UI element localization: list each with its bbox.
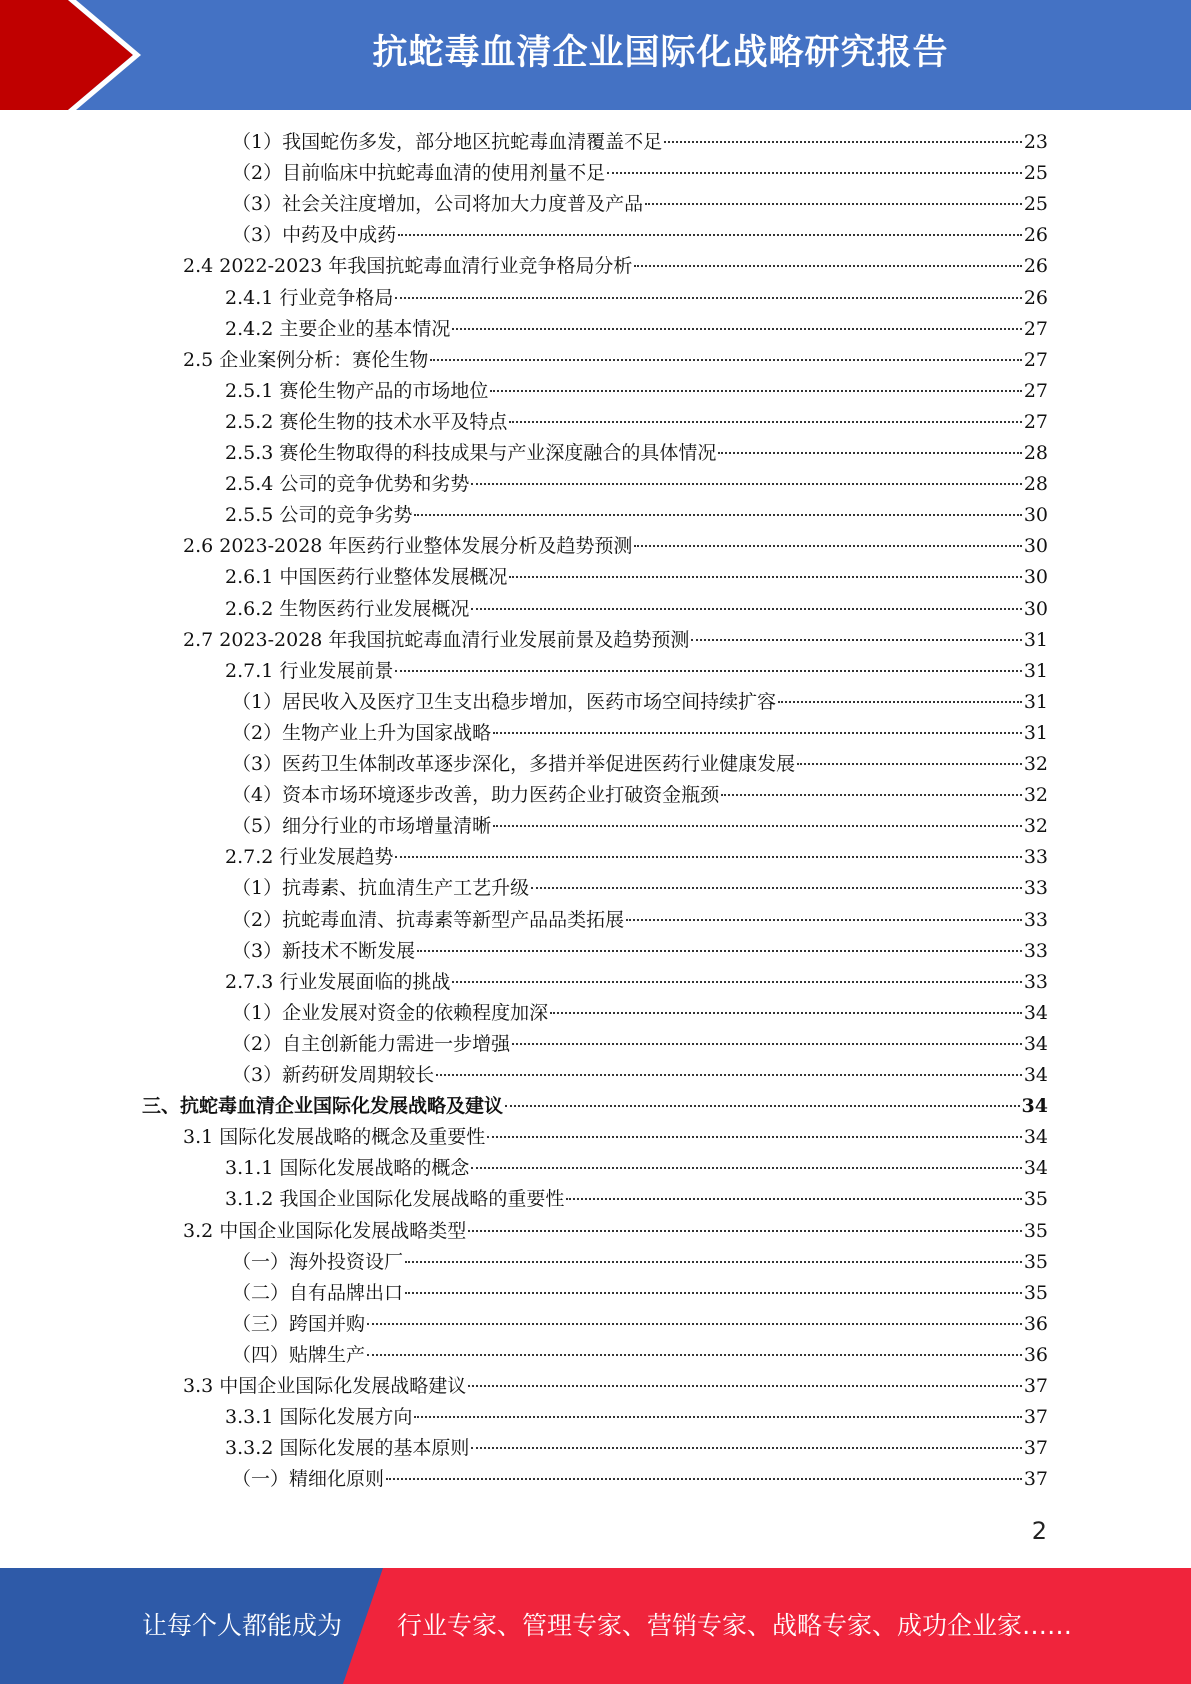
toc-leader-dots <box>471 483 1021 485</box>
toc-leader-dots <box>417 950 1022 952</box>
toc-leader-dots <box>430 359 1022 361</box>
toc-entry-label: （1）居民收入及医疗卫生支出稳步增加，医药市场空间持续扩容 <box>232 691 777 713</box>
toc-entry[interactable] <box>232 1247 1048 1278</box>
toc-leader-dots <box>509 421 1021 423</box>
toc-entry-label: （三）跨国并购 <box>232 1313 366 1335</box>
toc-entry-page: 26 <box>1023 287 1048 309</box>
toc-entry-label: 3.3 中国企业国际化发展战略建议 <box>183 1375 467 1397</box>
toc-entry-page: 33 <box>1023 940 1048 962</box>
toc-entry[interactable] <box>225 469 1048 500</box>
toc-entry-page: 36 <box>1023 1344 1048 1366</box>
toc-entry[interactable] <box>232 780 1048 811</box>
toc-entry-label: （四）贴牌生产 <box>232 1344 366 1366</box>
toc-leader-dots <box>531 887 1022 889</box>
toc-entry[interactable] <box>225 656 1048 687</box>
toc-entry-label: （3）中药及中成药 <box>232 224 397 246</box>
toc-entry-label: 2.6 2023-2028 年医药行业整体发展分析及趋势预测 <box>183 535 633 557</box>
toc-entry[interactable] <box>183 1216 1048 1247</box>
toc-leader-dots <box>471 1447 1021 1449</box>
toc-entry-label: （1）抗毒素、抗血清生产工艺升级 <box>232 877 530 899</box>
toc-entry[interactable] <box>232 905 1048 936</box>
toc-leader-dots <box>550 1012 1022 1014</box>
toc-entry-label: 2.7.3 行业发展面临的挑战 <box>225 971 451 993</box>
report-title: 抗蛇毒血清企业国际化战略研究报告 <box>372 33 949 73</box>
toc-entry-label: 2.5.4 公司的竞争优势和劣势 <box>225 473 470 495</box>
toc-entry-page: 35 <box>1023 1251 1048 1273</box>
toc-entry-label: 3.1.1 国际化发展战略的概念 <box>225 1157 470 1179</box>
toc-leader-dots <box>691 639 1021 641</box>
toc-entry-page: 33 <box>1023 971 1048 993</box>
toc-entry[interactable] <box>183 345 1048 376</box>
toc-leader-dots <box>414 1416 1021 1418</box>
toc-leader-dots <box>395 856 1021 858</box>
toc-entry-page: 34 <box>1021 1095 1048 1117</box>
toc-entry-label: 2.7.2 行业发展趋势 <box>225 846 394 868</box>
toc-leader-dots <box>505 1105 1020 1107</box>
toc-entry-label: 2.5 企业案例分析：赛伦生物 <box>183 349 429 371</box>
toc-entry[interactable] <box>232 220 1048 251</box>
toc-leader-dots <box>471 608 1021 610</box>
toc-entry[interactable] <box>232 936 1048 967</box>
toc-leader-dots <box>645 203 1022 205</box>
page-number: 2 <box>1031 1517 1047 1545</box>
toc-entry[interactable] <box>225 594 1048 625</box>
toc-entry-label: 2.4.2 主要企业的基本情况 <box>225 318 451 340</box>
toc-entry-label: （2）抗蛇毒血清、抗毒素等新型产品品类拓展 <box>232 909 625 931</box>
toc-entry-page: 34 <box>1023 1126 1048 1148</box>
toc-leader-dots <box>452 981 1021 983</box>
toc-entry[interactable] <box>183 625 1048 656</box>
toc-entry-page: 34 <box>1023 1002 1048 1024</box>
toc-entry[interactable] <box>225 842 1048 873</box>
toc-entry-page: 37 <box>1023 1375 1048 1397</box>
toc-leader-dots <box>436 1074 1022 1076</box>
toc-entry-page: 34 <box>1023 1033 1048 1055</box>
toc-entry-label: 2.4.1 行业竞争格局 <box>225 287 394 309</box>
toc-entry-label: （3）社会关注度增加，公司将加大力度普及产品 <box>232 193 644 215</box>
toc-entry-page: 27 <box>1023 349 1048 371</box>
toc-entry-label: 3.1.2 我国企业国际化发展战略的重要性 <box>225 1188 565 1210</box>
toc-entry-label: 2.6.1 中国医药行业整体发展概况 <box>225 566 508 588</box>
toc-entry-page: 31 <box>1023 722 1048 744</box>
toc-leader-dots <box>398 234 1022 236</box>
toc-entry-label: 3.3.2 国际化发展的基本原则 <box>225 1437 470 1459</box>
toc-entry[interactable] <box>225 1184 1048 1215</box>
toc-entry-page: 32 <box>1023 815 1048 837</box>
toc-leader-dots <box>718 452 1021 454</box>
toc-entry[interactable] <box>183 531 1048 562</box>
toc-entry-page: 26 <box>1023 255 1048 277</box>
toc-entry-page: 27 <box>1023 380 1048 402</box>
toc-entry[interactable] <box>232 718 1048 749</box>
toc-entry-page: 33 <box>1023 909 1048 931</box>
toc-leader-dots <box>778 701 1022 703</box>
toc-entry-label: （3）新药研发周期较长 <box>232 1064 435 1086</box>
toc-entry-page: 30 <box>1023 504 1048 526</box>
toc-entry-label: 3.1 国际化发展战略的概念及重要性 <box>183 1126 486 1148</box>
toc-leader-dots <box>493 732 1022 734</box>
toc-entry-label: （1）我国蛇伤多发，部分地区抗蛇毒血清覆盖不足 <box>232 131 663 153</box>
toc-entry[interactable] <box>225 314 1048 345</box>
toc-entry-label: （二）自有品牌出口 <box>232 1282 404 1304</box>
toc-entry-label: （一）精细化原则 <box>232 1468 385 1490</box>
toc-leader-dots <box>386 1478 1022 1480</box>
page-header <box>0 0 1191 110</box>
toc-entry[interactable] <box>232 998 1048 1029</box>
toc-leader-dots <box>367 1323 1022 1325</box>
toc-entry[interactable] <box>232 1340 1048 1371</box>
toc-entry[interactable] <box>225 500 1048 531</box>
toc-entry-label: 2.6.2 生物医药行业发展概况 <box>225 598 470 620</box>
toc-leader-dots <box>395 670 1021 672</box>
toc-entry[interactable] <box>232 749 1048 780</box>
toc-entry-label: 2.7 2023-2028 年我国抗蛇毒血清行业发展前景及趋势预测 <box>183 629 690 651</box>
toc-leader-dots <box>634 265 1021 267</box>
toc-leader-dots <box>452 328 1021 330</box>
toc-leader-dots <box>405 1292 1022 1294</box>
toc-entry-page: 37 <box>1023 1406 1048 1428</box>
toc-entry-page: 35 <box>1023 1188 1048 1210</box>
toc-leader-dots <box>664 141 1022 143</box>
toc-leader-dots <box>367 1354 1022 1356</box>
toc-entry-page: 34 <box>1023 1064 1048 1086</box>
toc-entry-page: 33 <box>1023 846 1048 868</box>
toc-entry-page: 34 <box>1023 1157 1048 1179</box>
toc-entry-page: 25 <box>1023 162 1048 184</box>
toc-entry[interactable] <box>225 283 1048 314</box>
toc-entry[interactable] <box>232 1464 1048 1495</box>
toc-entry[interactable] <box>225 967 1048 998</box>
toc-entry-label: （4）资本市场环境逐步改善，助力医药企业打破资金瓶颈 <box>232 784 720 806</box>
toc-entry-label: 2.5.3 赛伦生物取得的科技成果与产业深度融合的具体情况 <box>225 442 717 464</box>
page-footer <box>0 1568 1191 1684</box>
toc-entry[interactable] <box>232 687 1048 718</box>
toc-entry[interactable] <box>183 1371 1048 1402</box>
toc-entry[interactable] <box>183 1122 1048 1153</box>
toc-entry-label: 2.5.5 公司的竞争劣势 <box>225 504 413 526</box>
toc-entry[interactable] <box>232 1060 1048 1091</box>
toc-entry-label: （一）海外投资设厂 <box>232 1251 404 1273</box>
toc-leader-dots <box>468 1385 1022 1387</box>
toc-entry[interactable] <box>142 1091 1048 1122</box>
toc-entry-page: 37 <box>1023 1437 1048 1459</box>
toc-leader-dots <box>468 1230 1022 1232</box>
toc-leader-dots <box>626 919 1022 921</box>
footer-slogan-left: 让每个人都能成为 <box>142 1611 343 1640</box>
toc-entry-label: （2）生物产业上升为国家战略 <box>232 722 492 744</box>
toc-entry[interactable] <box>225 1433 1048 1464</box>
toc-leader-dots <box>395 297 1021 299</box>
toc-entry-label: 2.5.2 赛伦生物的技术水平及特点 <box>225 411 508 433</box>
toc-entry[interactable] <box>232 189 1048 220</box>
toc-entry-page: 28 <box>1023 473 1048 495</box>
toc-entry-page: 30 <box>1023 535 1048 557</box>
toc-leader-dots <box>512 1043 1022 1045</box>
toc-entry-page: 26 <box>1023 224 1048 246</box>
toc-leader-dots <box>405 1261 1022 1263</box>
toc-entry[interactable] <box>232 1278 1048 1309</box>
toc-entry[interactable] <box>225 1153 1048 1184</box>
toc-entry-page: 31 <box>1023 629 1048 651</box>
toc-leader-dots <box>634 545 1021 547</box>
toc-entry-page: 25 <box>1023 193 1048 215</box>
toc-entry-page: 32 <box>1023 753 1048 775</box>
toc-entry[interactable] <box>225 562 1048 593</box>
toc-leader-dots <box>493 825 1022 827</box>
toc-entry-label: （3）新技术不断发展 <box>232 940 416 962</box>
toc-entry-page: 28 <box>1023 442 1048 464</box>
toc-entry[interactable] <box>232 811 1048 842</box>
toc-leader-dots <box>414 514 1021 516</box>
toc-entry-page: 32 <box>1023 784 1048 806</box>
toc-entry-page: 30 <box>1023 598 1048 620</box>
toc-entry-label: （1）企业发展对资金的依赖程度加深 <box>232 1002 549 1024</box>
toc-entry-page: 35 <box>1023 1220 1048 1242</box>
toc-leader-dots <box>797 763 1022 765</box>
toc-entry-label: 3.3.1 国际化发展方向 <box>225 1406 413 1428</box>
toc-entry[interactable] <box>232 1029 1048 1060</box>
toc-entry-page: 33 <box>1023 877 1048 899</box>
toc-entry-page: 37 <box>1023 1468 1048 1490</box>
toc-entry-page: 35 <box>1023 1282 1048 1304</box>
toc-entry-label: 2.7.1 行业发展前景 <box>225 660 394 682</box>
toc-entry[interactable] <box>225 438 1048 469</box>
toc-entry[interactable] <box>232 158 1048 189</box>
toc-entry[interactable] <box>225 1402 1048 1433</box>
toc-entry[interactable] <box>225 376 1048 407</box>
toc-entry-page: 23 <box>1023 131 1048 153</box>
toc-entry-label: 三、抗蛇毒血清企业国际化发展战略及建议 <box>142 1095 504 1117</box>
toc-entry-label: （3）医药卫生体制改革逐步深化，多措并举促进医药行业健康发展 <box>232 753 796 775</box>
toc-entry-page: 36 <box>1023 1313 1048 1335</box>
footer-slogan-right: 行业专家、管理专家、营销专家、战略专家、成功企业家…… <box>397 1611 1073 1640</box>
toc-leader-dots <box>509 576 1021 578</box>
toc-entry-page: 30 <box>1023 566 1048 588</box>
toc-entry[interactable] <box>232 873 1048 904</box>
toc-entry-label: （2）自主创新能力需进一步增强 <box>232 1033 511 1055</box>
toc-entry-label: （2）目前临床中抗蛇毒血清的使用剂量不足 <box>232 162 606 184</box>
toc-leader-dots <box>471 1167 1021 1169</box>
toc-leader-dots <box>487 1136 1022 1138</box>
toc-entry[interactable] <box>183 251 1048 282</box>
toc-entry-label: 2.4 2022-2023 年我国抗蛇毒血清行业竞争格局分析 <box>183 255 633 277</box>
toc-entry-page: 31 <box>1023 660 1048 682</box>
toc-entry[interactable] <box>232 1309 1048 1340</box>
toc-leader-dots <box>566 1198 1021 1200</box>
toc-entry-label: 3.2 中国企业国际化发展战略类型 <box>183 1220 467 1242</box>
toc-entry-label: （5）细分行业的市场增量清晰 <box>232 815 492 837</box>
toc-leader-dots <box>607 172 1022 174</box>
toc-entry[interactable] <box>232 127 1048 158</box>
toc-entry-page: 27 <box>1023 411 1048 433</box>
toc-leader-dots <box>721 794 1022 796</box>
toc-entry-page: 27 <box>1023 318 1048 340</box>
toc-leader-dots <box>490 390 1021 392</box>
toc-entry-page: 31 <box>1023 691 1048 713</box>
toc-entry[interactable] <box>225 407 1048 438</box>
toc-entry-label: 2.5.1 赛伦生物产品的市场地位 <box>225 380 489 402</box>
